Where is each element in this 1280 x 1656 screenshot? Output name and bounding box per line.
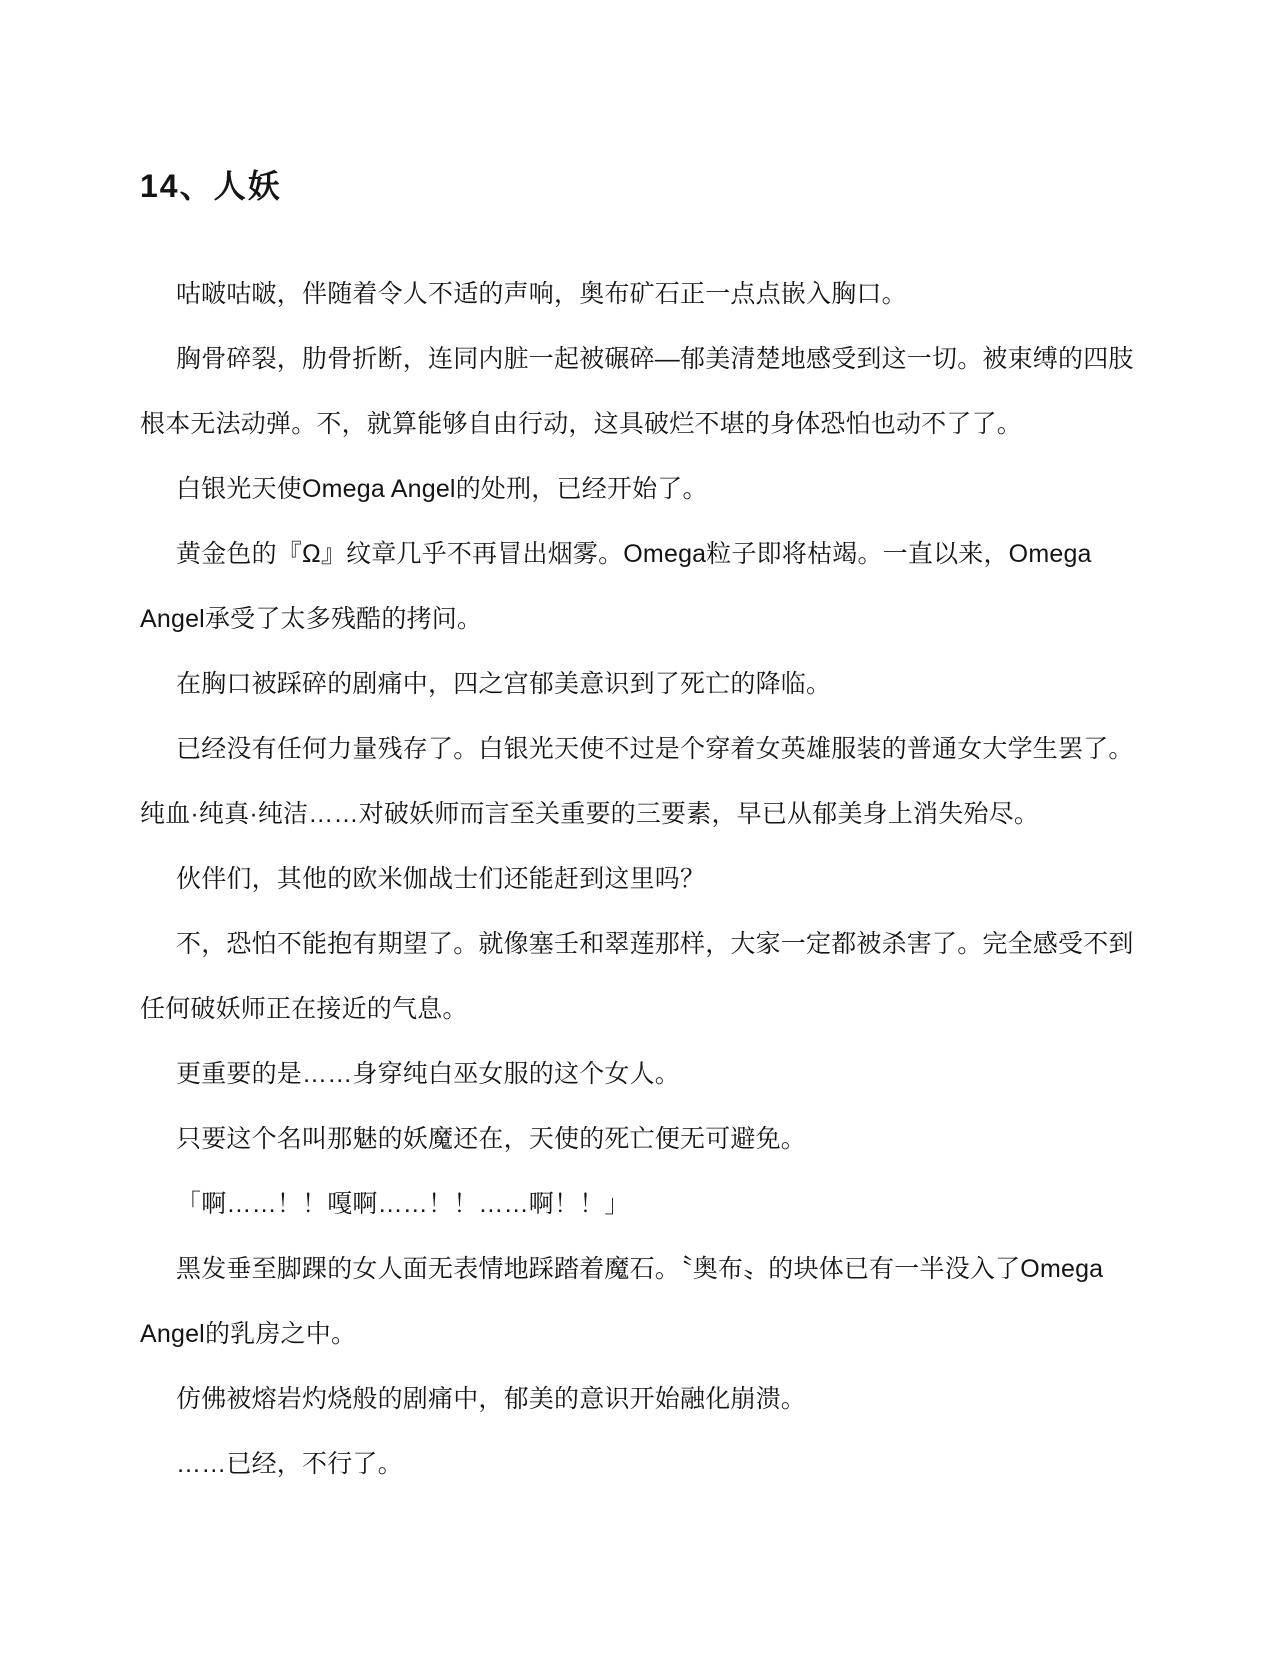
paragraph-line: 更重要的是……身穿纯白巫女服的这个女人。 bbox=[176, 1060, 681, 1088]
paragraph bbox=[140, 327, 1150, 457]
paragraph-line: 胸骨碎裂，肋骨折断，连同内脏一起被碾碎—郁美清楚地感受到这一切。被束缚的四肢 bbox=[176, 345, 1134, 373]
paragraph bbox=[140, 262, 1150, 327]
paragraph bbox=[140, 1042, 1150, 1107]
paragraph-line: 伙伴们，其他的欧米伽战士们还能赶到这里吗？ bbox=[176, 865, 706, 893]
paragraph-line: 已经没有任何力量残存了。白银光天使不过是个穿着女英雄服装的普通女大学生罢了。 bbox=[176, 735, 1134, 763]
paragraph bbox=[140, 1107, 1150, 1172]
paragraph-line: 白银光天使Omega Angel的处刑，已经开始了。 bbox=[176, 475, 708, 503]
paragraph-line: 只要这个名叫那魅的妖魔还在，天使的死亡便无可避免。 bbox=[176, 1125, 807, 1153]
paragraph bbox=[140, 1237, 1150, 1367]
paragraph-line: 根本无法动弹。不，就算能够自由行动，这具破烂不堪的身体恐怕也动不了了。 bbox=[140, 410, 1023, 438]
paragraph-line: 任何破妖师正在接近的气息。 bbox=[140, 995, 468, 1023]
paragraphs bbox=[140, 262, 1150, 1497]
document-content bbox=[140, 0, 1150, 1497]
paragraph-line: Angel的乳房之中。 bbox=[140, 1320, 357, 1348]
paragraph-line: 不，恐怕不能抱有期望了。就像塞壬和翠莲那样，大家一定都被杀害了。完全感受不到 bbox=[176, 930, 1134, 958]
paragraph bbox=[140, 1172, 1150, 1237]
paragraph bbox=[140, 717, 1150, 847]
paragraph bbox=[140, 1432, 1150, 1497]
paragraph-line: 纯血·纯真·纯洁……对破妖师而言至关重要的三要素，早已从郁美身上消失殆尽。 bbox=[140, 800, 1040, 828]
paragraph bbox=[140, 457, 1150, 522]
paragraph bbox=[140, 652, 1150, 717]
paragraph-line: 咕啵咕啵，伴随着令人不适的声响，奥布矿石正一点点嵌入胸口。 bbox=[176, 280, 907, 308]
paragraph-line: 黄金色的『Ω』纹章几乎不再冒出烟雾。Omega粒子即将枯竭。一直以来，Omega bbox=[176, 540, 1092, 568]
paragraph-line: Angel承受了太多残酷的拷问。 bbox=[140, 605, 483, 633]
paragraph-line: 在胸口被踩碎的剧痛中，四之宫郁美意识到了死亡的降临。 bbox=[176, 670, 832, 698]
paragraph-line: 黑发垂至脚踝的女人面无表情地踩踏着魔石。〝奥布〟的块体已有一半没入了Omega bbox=[176, 1255, 1104, 1283]
chapter-heading: 14、人妖 bbox=[140, 168, 282, 204]
paragraph-line: 「啊……！！嘎啊……！！……啊！！」 bbox=[176, 1190, 630, 1218]
paragraph bbox=[140, 847, 1150, 912]
paragraph bbox=[140, 1367, 1150, 1432]
paragraph-line: ……已经，不行了。 bbox=[176, 1450, 403, 1478]
paragraph-line: 仿佛被熔岩灼烧般的剧痛中，郁美的意识开始融化崩溃。 bbox=[176, 1385, 807, 1413]
paragraph bbox=[140, 522, 1150, 652]
paragraph bbox=[140, 912, 1150, 1042]
